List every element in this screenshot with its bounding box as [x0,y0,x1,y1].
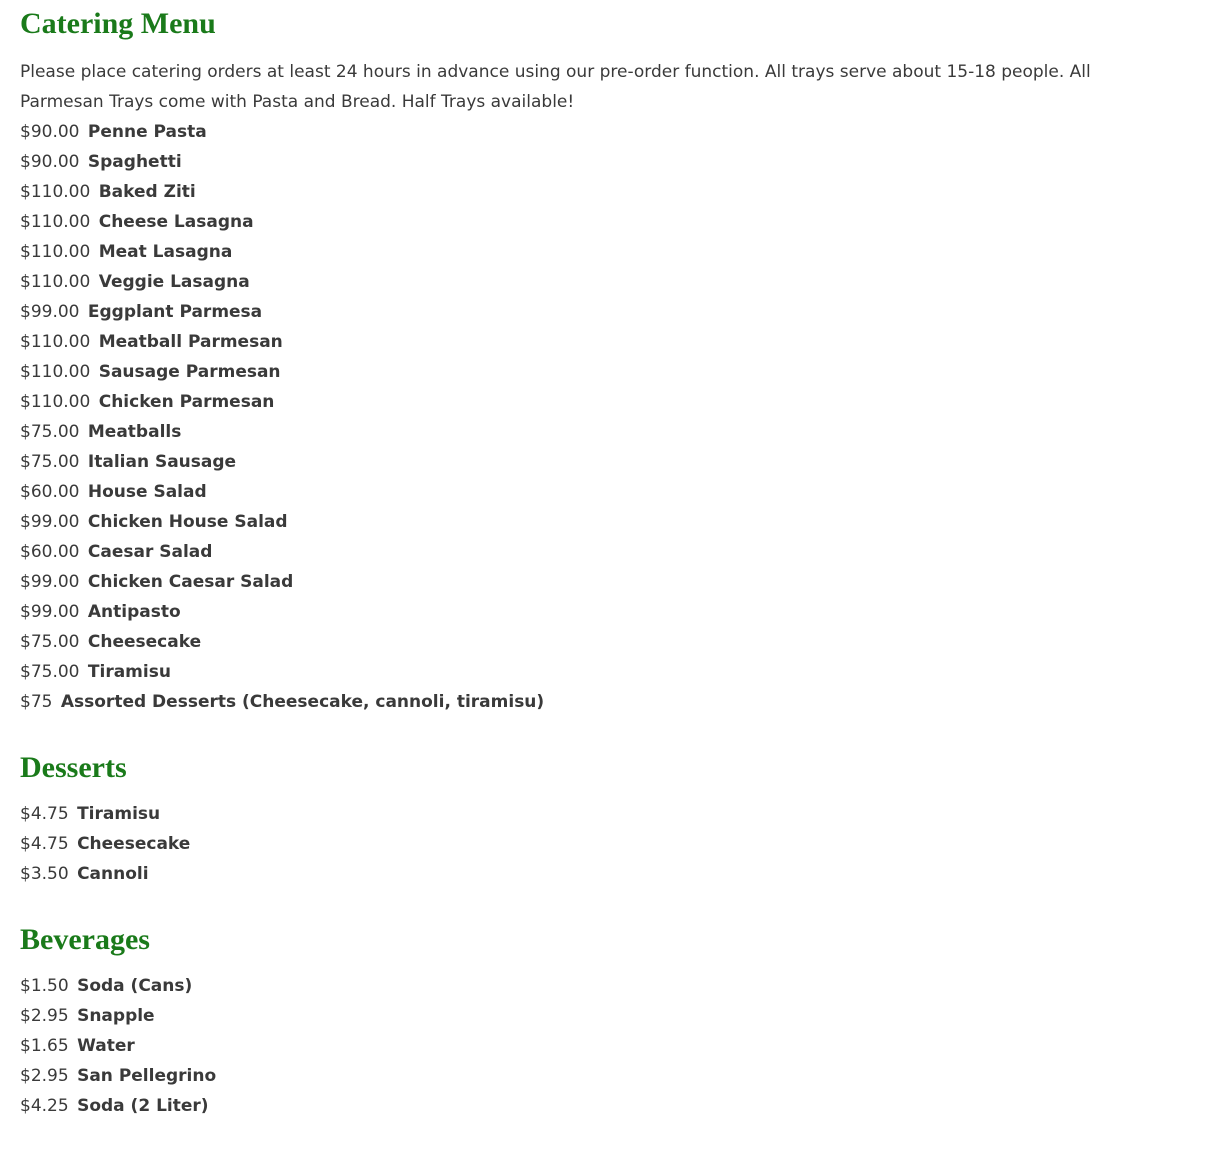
item-name: Eggplant Parmesa [87,302,263,322]
catering-item-list [20,117,1207,717]
item-name: Sausage Parmesan [98,362,281,382]
item-price: $99.00 [20,572,80,592]
item-name: Soda (Cans) [77,976,193,996]
item-name: Assorted Desserts (Cheesecake, cannoli, tiramisu) [60,692,545,712]
menu-item [20,267,1207,297]
item-price: $1.50 [20,976,69,996]
menu-item [20,417,1207,447]
section-title-beverages: Beverages [20,923,150,956]
item-name: Caesar Salad [87,542,213,562]
item-name: Cheesecake [77,834,191,854]
intro-line-1: Please place catering orders at least 24 hours in advance using our pre-order function. All trays serve about 15-18 people. All [20,62,1091,82]
menu-item [20,477,1207,507]
item-price: $75 [20,692,53,712]
item-price: $90.00 [20,122,80,142]
item-name: Chicken Caesar Salad [87,572,294,592]
item-price: $4.75 [20,804,69,824]
item-name: Cannoli [77,864,149,884]
item-name: Baked Ziti [98,182,196,202]
item-price: $75.00 [20,422,80,442]
intro-line-2: Parmesan Trays come with Pasta and Bread. Half Trays available! [20,92,575,112]
item-price: $110.00 [20,332,91,352]
menu-item [20,387,1207,417]
item-name: Chicken House Salad [87,512,288,532]
item-price: $60.00 [20,482,80,502]
item-name: Soda (2 Liter) [77,1096,209,1116]
menu-item [20,687,1207,717]
section-title-desserts: Desserts [20,751,127,784]
menu-item [20,859,1207,889]
item-price: $99.00 [20,512,80,532]
item-name: House Salad [87,482,207,502]
page-title: Catering Menu [20,7,216,40]
item-name: Water [77,1036,135,1056]
item-price: $110.00 [20,182,91,202]
menu-item [20,537,1207,567]
item-name: Chicken Parmesan [98,392,275,412]
item-name: Spaghetti [87,152,182,172]
item-price: $4.75 [20,834,69,854]
menu-item [20,117,1207,147]
menu-item [20,207,1207,237]
menu-item [20,147,1207,177]
item-price: $75.00 [20,452,80,472]
item-price: $110.00 [20,392,91,412]
menu-item [20,567,1207,597]
item-price: $60.00 [20,542,80,562]
item-price: $99.00 [20,302,80,322]
menu-item [20,1091,1207,1121]
item-name: Italian Sausage [87,452,237,472]
menu-item [20,327,1207,357]
item-price: $90.00 [20,152,80,172]
desserts-item-list [20,799,1207,889]
item-price: $75.00 [20,662,80,682]
item-price: $110.00 [20,272,91,292]
item-name: Cheese Lasagna [98,212,254,232]
item-name: Meat Lasagna [98,242,233,262]
item-price: $110.00 [20,212,91,232]
menu-item [20,597,1207,627]
menu-item [20,507,1207,537]
item-name: San Pellegrino [77,1066,217,1086]
menu-item [20,177,1207,207]
menu-item [20,657,1207,687]
menu-item [20,1001,1207,1031]
intro-paragraph [20,57,1207,117]
menu-item [20,799,1207,829]
item-name: Snapple [77,1006,155,1026]
menu-item [20,357,1207,387]
item-price: $3.50 [20,864,69,884]
menu-item [20,1061,1207,1091]
item-name: Meatball Parmesan [98,332,283,352]
menu-item [20,297,1207,327]
item-price: $1.65 [20,1036,69,1056]
item-name: Tiramisu [77,804,161,824]
item-price: $99.00 [20,602,80,622]
item-price: $2.95 [20,1066,69,1086]
beverages-item-list [20,971,1207,1121]
item-name: Meatballs [87,422,182,442]
item-price: $110.00 [20,242,91,262]
menu-item [20,237,1207,267]
item-price: $2.95 [20,1006,69,1026]
item-name: Antipasto [87,602,181,622]
item-name: Penne Pasta [87,122,207,142]
item-name: Tiramisu [87,662,171,682]
item-price: $4.25 [20,1096,69,1116]
menu-item [20,627,1207,657]
menu-item [20,447,1207,477]
menu-item [20,1031,1207,1061]
item-name: Cheesecake [87,632,202,652]
menu-item [20,829,1207,859]
item-price: $75.00 [20,632,80,652]
item-price: $110.00 [20,362,91,382]
item-name: Veggie Lasagna [98,272,250,292]
menu-item [20,971,1207,1001]
